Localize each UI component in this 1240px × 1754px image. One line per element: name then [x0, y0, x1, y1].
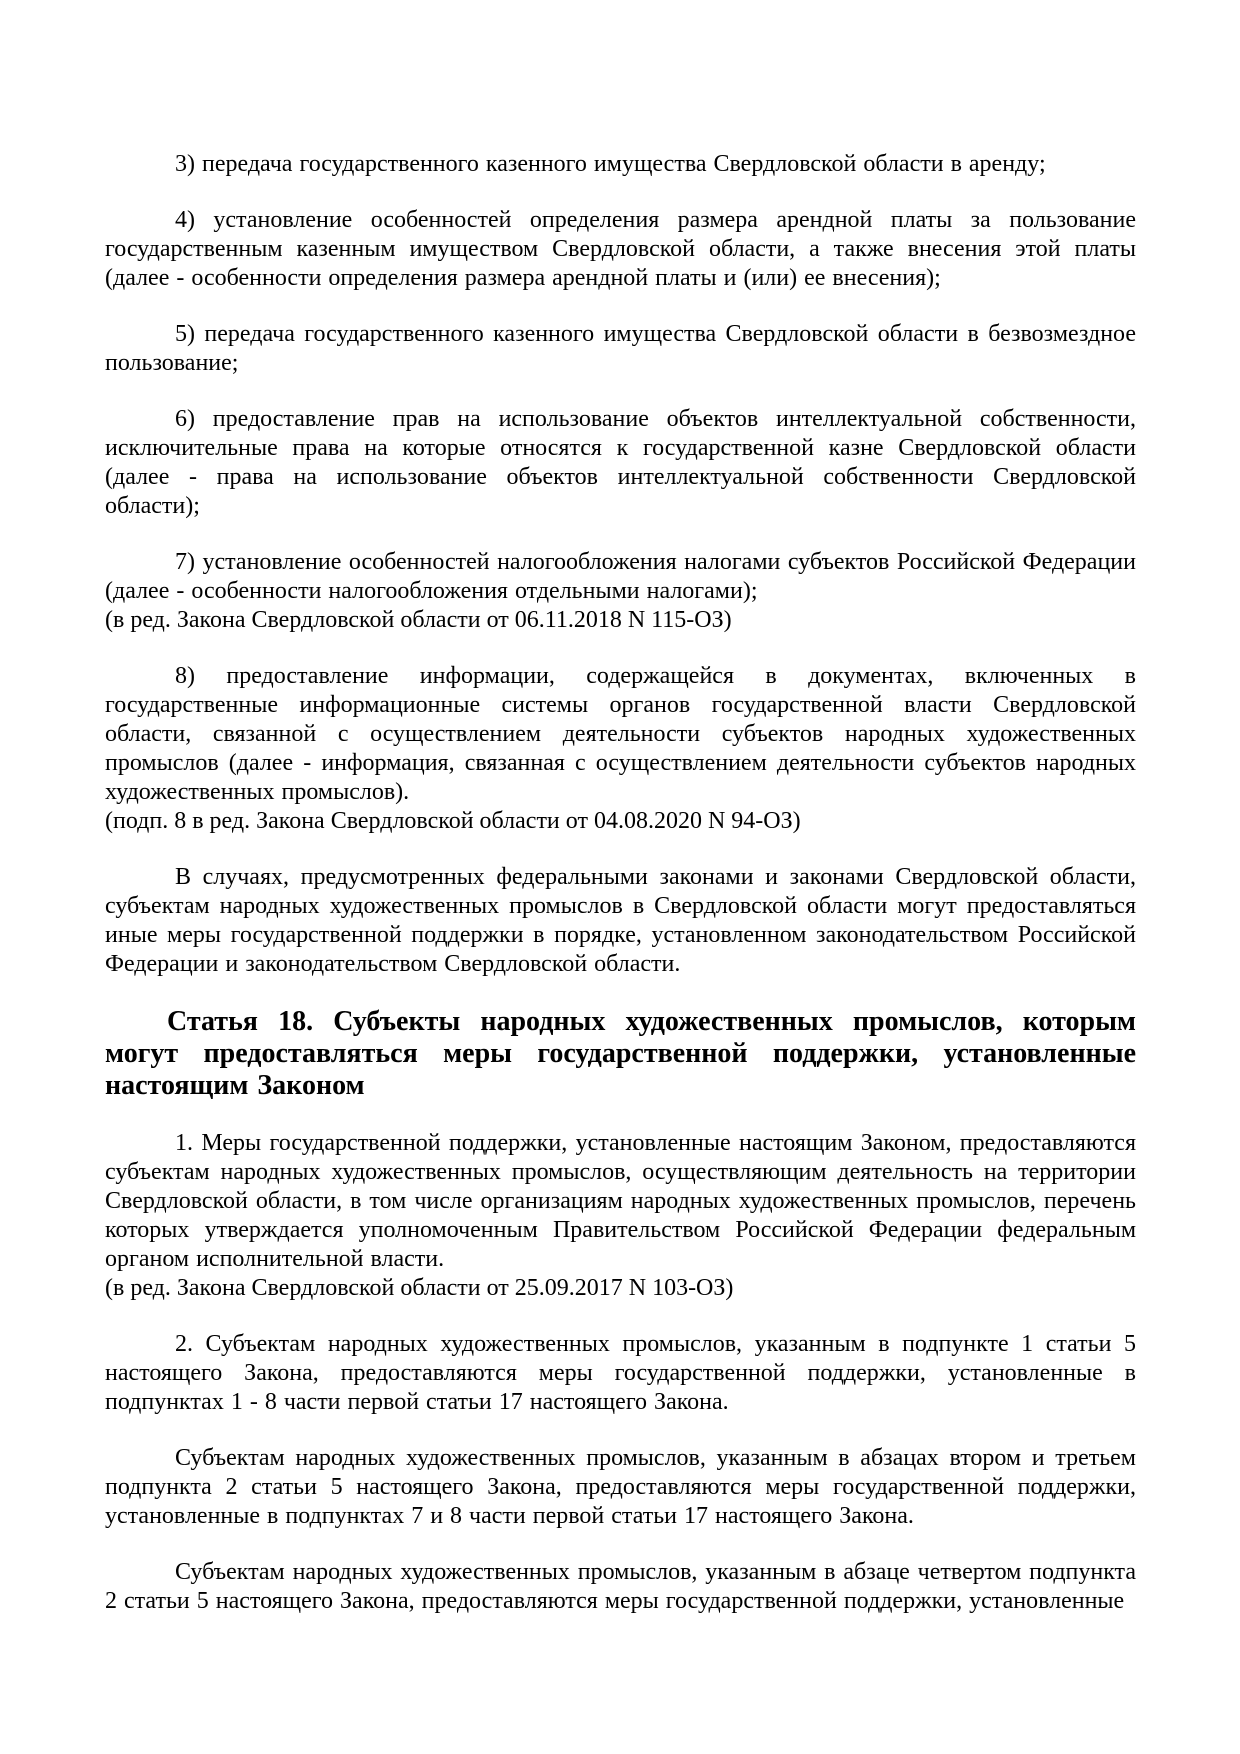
- list-item-6: 6) предоставление прав на использование объектов интеллектуальной собственности, исключительные права на которые относятся к государственной казне Свердловской области (далее - права на использование объектов интеллектуальной собственности Свердловской области);: [105, 406, 1136, 519]
- paragraph-other-support: В случаях, предусмотренных федеральными законами и законами Свердловской области, субъектам народных художественных промыслов в Свердловской области могут предоставляться иные меры государственной поддержки в порядке, установленном законодательством Российской Федерации и законодательством Свердловской области.: [105, 864, 1136, 977]
- article-18-heading: Статья 18. Субъекты народных художественных промыслов, которым могут предоставляться меры государственной поддержки, установленные настоящим Законом: [105, 1006, 1136, 1101]
- list-item-5: 5) передача государственного казенного имущества Свердловской области в безвозмездное пользование;: [105, 321, 1136, 376]
- list-item-8: 8) предоставление информации, содержащейся в документах, включенных в государственные информационные системы органов государственной власти Свердловской области, связанной с осуществлением деятельности субъектов народных художественных промыслов (далее - информация, связанная с осуществлением деятельности субъектов народных художественных промыслов).: [105, 663, 1136, 805]
- amendment-note-94-oz: (подп. 8 в ред. Закона Свердловской области от 04.08.2020 N 94-ОЗ): [105, 808, 801, 834]
- article-18-part-2: 2. Субъектам народных художественных промыслов, указанным в подпункте 1 статьи 5 настоящего Закона, предоставляются меры государственной поддержки, установленные в подпунктах 1 - 8 части первой статьи 17 настоящего Закона.: [105, 1331, 1136, 1415]
- article-18-part-1: 1. Меры государственной поддержки, установленные настоящим Законом, предоставляются субъектам народных художественных промыслов, осуществляющим деятельность на территории Свердловской области, в том числе организациям народных художественных промыслов, перечень которых утверждается уполномоченным Правительством Российской Федерации федеральным органом исполнительной власти.: [105, 1130, 1136, 1272]
- amendment-note-103-oz: (в ред. Закона Свердловской области от 25.09.2017 N 103-ОЗ): [105, 1275, 734, 1301]
- amendment-note-115-oz: (в ред. Закона Свердловской области от 06.11.2018 N 115-ОЗ): [105, 607, 732, 633]
- list-item-3: 3) передача государственного казенного имущества Свердловской области в аренду;: [175, 151, 1046, 177]
- article-18-part-2-abz-3: Субъектам народных художественных промыслов, указанным в абзаце четвертом подпункта 2 статьи 5 настоящего Закона, предоставляются меры государственной поддержки, установленные: [105, 1559, 1136, 1614]
- article-18-part-2-abz-2: Субъектам народных художественных промыслов, указанным в абзацах втором и третьем подпункта 2 статьи 5 настоящего Закона, предоставляются меры государственной поддержки, установленные в подпунктах 7 и 8 части первой статьи 17 настоящего Закона.: [105, 1445, 1136, 1529]
- list-item-4: 4) установление особенностей определения размера арендной платы за пользование государственным казенным имуществом Свердловской области, а также внесения этой платы (далее - особенности определения размера арендной платы и (или) ее внесения);: [105, 207, 1136, 291]
- list-item-7: 7) установление особенностей налогообложения налогами субъектов Российской Федерации (далее - особенности налогообложения отдельными налогами);: [105, 549, 1136, 604]
